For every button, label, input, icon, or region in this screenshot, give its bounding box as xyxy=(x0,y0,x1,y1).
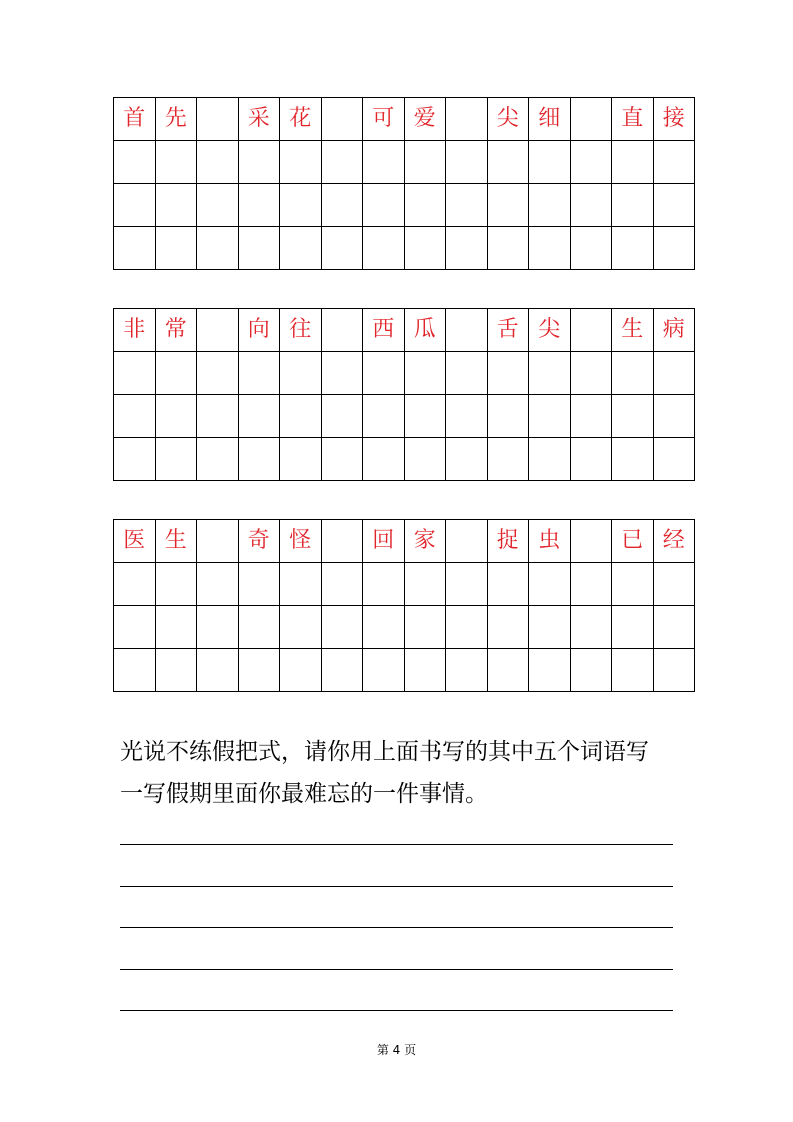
writing-cell[interactable] xyxy=(653,184,695,227)
writing-cell[interactable] xyxy=(321,227,363,270)
writing-cell[interactable] xyxy=(529,227,571,270)
writing-cell[interactable] xyxy=(612,184,654,227)
answer-line[interactable] xyxy=(120,886,673,887)
writing-cell[interactable] xyxy=(197,352,239,395)
writing-cell[interactable] xyxy=(363,563,405,606)
answer-line[interactable] xyxy=(120,844,673,845)
writing-cell[interactable] xyxy=(404,563,446,606)
writing-cell[interactable] xyxy=(529,352,571,395)
writing-cell[interactable] xyxy=(114,184,156,227)
writing-cell[interactable] xyxy=(114,395,156,438)
grid-cell: 捉 xyxy=(487,520,529,563)
writing-cell[interactable] xyxy=(238,649,280,692)
writing-cell[interactable] xyxy=(155,352,197,395)
grid-cell xyxy=(570,309,612,352)
writing-cell[interactable] xyxy=(363,227,405,270)
grid-cell: 可 xyxy=(363,98,405,141)
writing-cell[interactable] xyxy=(114,227,156,270)
writing-cell[interactable] xyxy=(238,395,280,438)
answer-line[interactable] xyxy=(120,969,673,970)
writing-cell[interactable] xyxy=(446,606,488,649)
writing-cell[interactable] xyxy=(487,395,529,438)
writing-cell[interactable] xyxy=(321,563,363,606)
practice-grid-3 xyxy=(113,519,695,692)
writing-cell[interactable] xyxy=(280,563,322,606)
writing-cell[interactable] xyxy=(197,438,239,481)
writing-cell[interactable] xyxy=(155,395,197,438)
writing-cell[interactable] xyxy=(446,395,488,438)
writing-cell[interactable] xyxy=(280,141,322,184)
writing-cell[interactable] xyxy=(155,227,197,270)
writing-cell[interactable] xyxy=(114,352,156,395)
writing-cell[interactable] xyxy=(487,563,529,606)
writing-cell[interactable] xyxy=(487,227,529,270)
writing-cell[interactable] xyxy=(114,649,156,692)
writing-cell[interactable] xyxy=(321,606,363,649)
writing-cell[interactable] xyxy=(363,606,405,649)
grid-cell xyxy=(570,520,612,563)
writing-cell[interactable] xyxy=(280,395,322,438)
writing-cell[interactable] xyxy=(155,184,197,227)
writing-cell[interactable] xyxy=(321,184,363,227)
grid-cell: 已 xyxy=(612,520,654,563)
grid-writing-row xyxy=(114,649,695,692)
writing-cell[interactable] xyxy=(570,184,612,227)
grid-cell: 常 xyxy=(155,309,197,352)
writing-cell[interactable] xyxy=(529,184,571,227)
writing-cell[interactable] xyxy=(114,563,156,606)
grid-cell: 奇 xyxy=(238,520,280,563)
writing-prompt-line-2: 一写假期里面你最难忘的一件事情。 xyxy=(120,781,488,807)
grid-cell: 医 xyxy=(114,520,156,563)
writing-cell[interactable] xyxy=(529,606,571,649)
writing-cell[interactable] xyxy=(529,141,571,184)
writing-cell[interactable] xyxy=(321,141,363,184)
writing-cell[interactable] xyxy=(280,227,322,270)
writing-cell[interactable] xyxy=(197,141,239,184)
writing-cell[interactable] xyxy=(612,352,654,395)
grid-cell: 瓜 xyxy=(404,309,446,352)
writing-cell[interactable] xyxy=(487,649,529,692)
writing-cell[interactable] xyxy=(529,649,571,692)
writing-cell[interactable] xyxy=(197,227,239,270)
writing-cell[interactable] xyxy=(446,563,488,606)
writing-cell[interactable] xyxy=(155,438,197,481)
grid-cell xyxy=(321,520,363,563)
writing-cell[interactable] xyxy=(446,227,488,270)
writing-cell[interactable] xyxy=(197,184,239,227)
grid-cell xyxy=(570,98,612,141)
grid-cell xyxy=(197,309,239,352)
writing-cell[interactable] xyxy=(280,649,322,692)
writing-cell[interactable] xyxy=(487,141,529,184)
grid-header-row xyxy=(114,98,695,141)
writing-cell[interactable] xyxy=(653,606,695,649)
grid-writing-row xyxy=(114,141,695,184)
grid-cell: 经 xyxy=(653,520,695,563)
writing-cell[interactable] xyxy=(612,563,654,606)
grid-writing-row xyxy=(114,227,695,270)
writing-cell[interactable] xyxy=(404,227,446,270)
writing-cell[interactable] xyxy=(197,649,239,692)
writing-cell[interactable] xyxy=(487,352,529,395)
writing-cell[interactable] xyxy=(197,395,239,438)
grid-cell: 细 xyxy=(529,98,571,141)
writing-cell[interactable] xyxy=(653,563,695,606)
writing-prompt-line-1: 光说不练假把式，请你用上面书写的其中五个词语写 xyxy=(120,739,649,765)
page-number: 第 4 页 xyxy=(376,1043,417,1057)
writing-cell[interactable] xyxy=(363,395,405,438)
grid-writing-row xyxy=(114,184,695,227)
writing-cell[interactable] xyxy=(321,649,363,692)
practice-grid-2 xyxy=(113,308,695,481)
writing-cell[interactable] xyxy=(363,141,405,184)
grid-cell: 尖 xyxy=(529,309,571,352)
writing-cell[interactable] xyxy=(321,352,363,395)
grid-cell: 生 xyxy=(155,520,197,563)
writing-cell[interactable] xyxy=(570,141,612,184)
grid-cell xyxy=(321,98,363,141)
writing-cell[interactable] xyxy=(612,227,654,270)
writing-cell[interactable] xyxy=(612,141,654,184)
writing-cell[interactable] xyxy=(487,438,529,481)
writing-cell[interactable] xyxy=(404,649,446,692)
grid-cell: 直 xyxy=(612,98,654,141)
grid-cell xyxy=(446,520,488,563)
grid-cell: 采 xyxy=(238,98,280,141)
writing-cell[interactable] xyxy=(570,227,612,270)
writing-cell[interactable] xyxy=(280,438,322,481)
writing-cell[interactable] xyxy=(238,606,280,649)
grid-writing-row xyxy=(114,563,695,606)
writing-cell[interactable] xyxy=(321,395,363,438)
writing-cell[interactable] xyxy=(570,606,612,649)
writing-cell[interactable] xyxy=(114,438,156,481)
grid-header-row xyxy=(114,520,695,563)
writing-cell[interactable] xyxy=(612,649,654,692)
writing-cell[interactable] xyxy=(404,606,446,649)
writing-cell[interactable] xyxy=(280,352,322,395)
writing-cell[interactable] xyxy=(570,438,612,481)
writing-cell[interactable] xyxy=(529,438,571,481)
grid-cell: 虫 xyxy=(529,520,571,563)
writing-cell[interactable] xyxy=(653,395,695,438)
grid-cell: 怪 xyxy=(280,520,322,563)
grid-cell: 尖 xyxy=(487,98,529,141)
writing-cell[interactable] xyxy=(197,606,239,649)
writing-cell[interactable] xyxy=(114,141,156,184)
writing-cell[interactable] xyxy=(238,141,280,184)
writing-cell[interactable] xyxy=(238,352,280,395)
grid-cell: 花 xyxy=(280,98,322,141)
grid-cell: 首 xyxy=(114,98,156,141)
writing-cell[interactable] xyxy=(653,141,695,184)
writing-cell[interactable] xyxy=(280,606,322,649)
writing-cell[interactable] xyxy=(529,395,571,438)
writing-cell[interactable] xyxy=(653,352,695,395)
grid-cell: 回 xyxy=(363,520,405,563)
grid-header-row xyxy=(114,309,695,352)
writing-cell[interactable] xyxy=(570,395,612,438)
grid-cell xyxy=(197,520,239,563)
grid-writing-row xyxy=(114,606,695,649)
writing-cell[interactable] xyxy=(570,352,612,395)
grid-cell xyxy=(446,309,488,352)
grid-writing-row xyxy=(114,352,695,395)
grid-cell: 接 xyxy=(653,98,695,141)
practice-grid-1 xyxy=(113,97,695,270)
grid-cell: 向 xyxy=(238,309,280,352)
writing-cell[interactable] xyxy=(404,184,446,227)
writing-cell[interactable] xyxy=(404,141,446,184)
writing-cell[interactable] xyxy=(155,141,197,184)
writing-cell[interactable] xyxy=(321,438,363,481)
writing-cell[interactable] xyxy=(197,563,239,606)
writing-cell[interactable] xyxy=(114,606,156,649)
writing-cell[interactable] xyxy=(238,184,280,227)
grid-cell: 生 xyxy=(612,309,654,352)
writing-cell[interactable] xyxy=(446,352,488,395)
writing-cell[interactable] xyxy=(487,606,529,649)
writing-cell[interactable] xyxy=(446,141,488,184)
writing-cell[interactable] xyxy=(529,563,571,606)
writing-cell[interactable] xyxy=(570,563,612,606)
grid-cell xyxy=(197,98,239,141)
grid-cell: 爱 xyxy=(404,98,446,141)
writing-cell[interactable] xyxy=(238,563,280,606)
grid-cell: 家 xyxy=(404,520,446,563)
writing-cell[interactable] xyxy=(570,649,612,692)
writing-cell[interactable] xyxy=(487,184,529,227)
grid-cell: 西 xyxy=(363,309,405,352)
answer-line[interactable] xyxy=(120,927,673,928)
writing-cell[interactable] xyxy=(404,438,446,481)
writing-cell[interactable] xyxy=(155,563,197,606)
grid-cell: 往 xyxy=(280,309,322,352)
writing-cell[interactable] xyxy=(238,227,280,270)
grid-cell: 病 xyxy=(653,309,695,352)
writing-cell[interactable] xyxy=(404,352,446,395)
writing-cell[interactable] xyxy=(612,395,654,438)
grid-writing-row xyxy=(114,438,695,481)
writing-cell[interactable] xyxy=(446,438,488,481)
writing-cell[interactable] xyxy=(653,227,695,270)
writing-cell[interactable] xyxy=(363,184,405,227)
writing-cell[interactable] xyxy=(612,606,654,649)
writing-cell[interactable] xyxy=(653,438,695,481)
grid-cell: 先 xyxy=(155,98,197,141)
grid-writing-row xyxy=(114,395,695,438)
writing-cell[interactable] xyxy=(446,649,488,692)
writing-cell[interactable] xyxy=(280,184,322,227)
grid-cell xyxy=(321,309,363,352)
grid-cell: 舌 xyxy=(487,309,529,352)
writing-cell[interactable] xyxy=(612,438,654,481)
writing-cell[interactable] xyxy=(446,184,488,227)
writing-cell[interactable] xyxy=(404,395,446,438)
writing-cell[interactable] xyxy=(155,649,197,692)
writing-cell[interactable] xyxy=(363,352,405,395)
writing-cell[interactable] xyxy=(155,606,197,649)
writing-cell[interactable] xyxy=(363,438,405,481)
writing-cell[interactable] xyxy=(653,649,695,692)
answer-line[interactable] xyxy=(120,1010,673,1011)
grid-cell xyxy=(446,98,488,141)
writing-cell[interactable] xyxy=(238,438,280,481)
grid-cell: 非 xyxy=(114,309,156,352)
writing-cell[interactable] xyxy=(363,649,405,692)
